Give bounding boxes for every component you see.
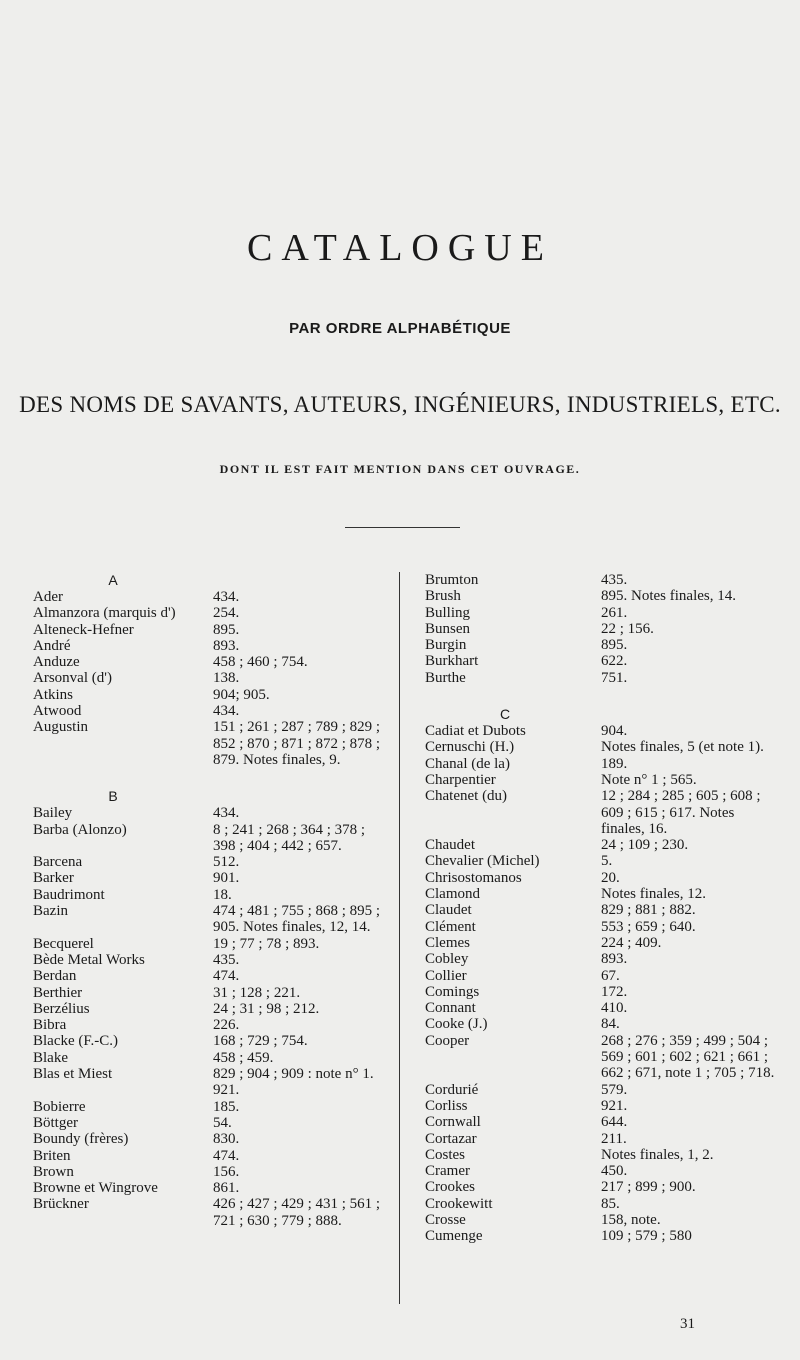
catalogue-entry xyxy=(33,1164,388,1180)
entry-references: 261. xyxy=(601,604,628,621)
page-note: DONT IL EST FAIT MENTION DANS CET OUVRAGE. xyxy=(219,462,581,476)
catalogue-entry xyxy=(33,1099,388,1115)
catalogue-entry xyxy=(425,605,775,621)
entry-name: Blas et Miest xyxy=(33,1066,113,1083)
entry-references: 138. xyxy=(213,670,240,687)
entry-references: 211. xyxy=(601,1130,627,1147)
entry-references: 24 ; 109 ; 230. xyxy=(601,837,689,854)
entry-name: Costes xyxy=(425,1146,466,1163)
entry-references: 895. xyxy=(601,637,628,654)
entry-references: 18. xyxy=(213,886,232,903)
catalogue-entry xyxy=(425,1131,775,1147)
entry-name: Cornwall xyxy=(425,1114,481,1131)
catalogue-entry xyxy=(425,902,775,918)
right-column xyxy=(425,572,775,1245)
catalogue-entry xyxy=(425,919,775,935)
entry-name: Brown xyxy=(33,1163,74,1180)
entry-references: 84. xyxy=(601,1016,620,1033)
entry-name: Chaudet xyxy=(425,837,475,854)
entry-name: Cernuschi (H.) xyxy=(425,739,515,756)
entry-name: Almanzora (marquis d') xyxy=(33,605,176,622)
page-heading: DES NOMS DE SAVANTS, AUTEURS, INGÉNIEURS, INDUSTRIELS, ETC. xyxy=(19,392,781,417)
entry-name: Bulling xyxy=(425,604,471,621)
entry-references: 901. xyxy=(213,870,240,887)
entry-name: Charpentier xyxy=(425,771,496,788)
entry-name: Cramer xyxy=(425,1163,470,1180)
catalogue-entry xyxy=(33,670,388,686)
section-gap xyxy=(33,768,388,788)
entry-name: Chevalier (Michel) xyxy=(425,853,540,870)
entry-name: Bobierre xyxy=(33,1098,86,1115)
entry-references: Notes finales, 5 (et note 1). xyxy=(601,739,764,756)
entry-name: Burgin xyxy=(425,637,467,654)
entry-name: Cortazar xyxy=(425,1130,477,1147)
entry-references: 829 ; 881 ; 882. xyxy=(601,902,696,919)
catalogue-entry xyxy=(425,637,775,653)
catalogue-entry xyxy=(33,822,388,855)
entry-references: 185. xyxy=(213,1098,240,1115)
entry-name: Connant xyxy=(425,1000,476,1017)
catalogue-entry xyxy=(33,605,388,621)
entry-name: Barcena xyxy=(33,854,83,871)
entry-references: 474. xyxy=(213,968,240,985)
entry-name: Cordurié xyxy=(425,1081,479,1098)
entry-references: 410. xyxy=(601,1000,628,1017)
entry-name: Cumenge xyxy=(425,1228,483,1245)
catalogue-entry xyxy=(33,1180,388,1196)
entry-references: 24 ; 31 ; 98 ; 212. xyxy=(213,1000,320,1017)
entry-references: 168 ; 729 ; 754. xyxy=(213,1033,308,1050)
catalogue-entry xyxy=(425,886,775,902)
entry-references: 434. xyxy=(213,805,240,822)
section-letter: C xyxy=(499,706,511,723)
catalogue-entry xyxy=(425,788,775,837)
catalogue-entry xyxy=(425,1163,775,1179)
entry-references: 54. xyxy=(213,1114,232,1131)
catalogue-entry xyxy=(425,837,775,853)
entry-references: Notes finales, 12. xyxy=(601,886,706,903)
entry-name: Atkins xyxy=(33,686,74,703)
entry-name: Barba (Alonzo) xyxy=(33,821,127,838)
entry-references: 861. xyxy=(213,1180,240,1197)
entry-name: Bunsen xyxy=(425,620,470,637)
page-number: 31 xyxy=(680,1316,695,1332)
entry-name: Ader xyxy=(33,589,63,605)
entry-references: 8 ; 241 ; 268 ; 364 ; 378 ; 398 ; 404 ; 442 ; 657. xyxy=(213,821,366,854)
page-subtitle: PAR ORDRE ALPHABÉTIQUE xyxy=(289,320,511,337)
entry-name: Chrisostomanos xyxy=(425,869,522,886)
entry-name: Berdan xyxy=(33,968,77,985)
entry-name: Barker xyxy=(33,870,74,887)
entry-references: 458 ; 460 ; 754. xyxy=(213,654,308,671)
catalogue-entry xyxy=(425,1000,775,1016)
entry-references: 189. xyxy=(601,755,628,772)
entry-references: 921. xyxy=(601,1097,628,1114)
entry-references: 435. xyxy=(601,572,628,588)
entry-references: 434. xyxy=(213,589,240,605)
entry-references: Notes finales, 1, 2. xyxy=(601,1146,714,1163)
entry-references: 5. xyxy=(601,853,613,870)
catalogue-entry xyxy=(33,1001,388,1017)
column-divider xyxy=(399,572,400,1304)
entry-references: Note n° 1 ; 565. xyxy=(601,771,697,788)
entry-name: Collier xyxy=(425,967,467,984)
entry-references: 829 ; 904 ; 909 : note n° 1. 921. xyxy=(213,1066,374,1099)
entry-name: Chanal (de la) xyxy=(425,755,510,772)
entry-references: 67. xyxy=(601,967,620,984)
entry-references: 254. xyxy=(213,605,240,622)
catalogue-entry xyxy=(425,1196,775,1212)
catalogue-entry xyxy=(33,719,388,768)
entry-name: Blacke (F.-C.) xyxy=(33,1033,119,1050)
catalogue-entry xyxy=(33,638,388,654)
entry-references: 12 ; 284 ; 285 ; 605 ; 608 ; 609 ; 615 ; 617. Notes finales, 16. xyxy=(601,788,761,837)
catalogue-entry xyxy=(425,588,775,604)
entry-name: Crosse xyxy=(425,1211,466,1228)
entry-references: 644. xyxy=(601,1114,628,1131)
entry-name: Burthe xyxy=(425,669,466,686)
catalogue-entry xyxy=(33,1148,388,1164)
title-rule xyxy=(345,527,460,528)
catalogue-entry xyxy=(33,968,388,984)
entry-name: Atwood xyxy=(33,703,82,720)
entry-references: 895. xyxy=(213,621,240,638)
catalogue-entry xyxy=(33,589,388,605)
entry-references: 434. xyxy=(213,703,240,720)
entry-references: 151 ; 261 ; 287 ; 789 ; 829 ; 852 ; 870 ; 871 ; 872 ; 878 ; 879. Notes finales, 9. xyxy=(213,719,381,768)
catalogue-entry xyxy=(33,622,388,638)
catalogue-entry xyxy=(425,1033,775,1082)
entry-name: Cooper xyxy=(425,1032,470,1049)
entry-name: Baudrimont xyxy=(33,886,105,903)
catalogue-entry xyxy=(425,951,775,967)
entry-references: 474 ; 481 ; 755 ; 868 ; 895 ; 905. Notes finales, 12, 14. xyxy=(213,903,381,936)
catalogue-entry xyxy=(425,1147,775,1163)
entry-references: 904. xyxy=(601,723,628,740)
catalogue-entry xyxy=(425,870,775,886)
catalogue-entry xyxy=(33,805,388,821)
catalogue-entry xyxy=(425,1228,775,1244)
entry-references: 579. xyxy=(601,1081,628,1098)
section-letter: B xyxy=(108,788,118,805)
entry-references: 474. xyxy=(213,1147,240,1164)
catalogue-entry xyxy=(33,1050,388,1066)
entry-name: Comings xyxy=(425,983,480,1000)
catalogue-entry xyxy=(33,952,388,968)
entry-name: Clément xyxy=(425,918,476,935)
entry-name: Cadiat et Dubots xyxy=(425,723,526,740)
entry-references: 85. xyxy=(601,1195,620,1212)
catalogue-entry xyxy=(425,723,775,739)
entry-name: Blake xyxy=(33,1049,68,1066)
catalogue-entry xyxy=(33,1033,388,1049)
entry-references: 435. xyxy=(213,951,240,968)
catalogue-entry xyxy=(425,1212,775,1228)
entry-name: Arsonval (d') xyxy=(33,670,112,687)
entry-name: Cobley xyxy=(425,951,469,968)
entry-references: 512. xyxy=(213,854,240,871)
entry-name: Bibra xyxy=(33,1017,67,1034)
catalogue-entry xyxy=(33,687,388,703)
entry-references: 156. xyxy=(213,1163,240,1180)
entry-references: 893. xyxy=(213,637,240,654)
entry-name: Alteneck-Hefner xyxy=(33,621,134,638)
entry-name: Brush xyxy=(425,588,461,605)
entry-references: 19 ; 77 ; 78 ; 893. xyxy=(213,935,320,952)
catalogue-entry xyxy=(33,887,388,903)
catalogue-entry xyxy=(425,1016,775,1032)
entry-references: 22 ; 156. xyxy=(601,620,654,637)
left-column xyxy=(33,572,388,1229)
entry-references: 224 ; 409. xyxy=(601,934,662,951)
entry-references: 426 ; 427 ; 429 ; 431 ; 561 ; 721 ; 630 ; 779 ; 888. xyxy=(213,1196,381,1229)
entry-references: 904; 905. xyxy=(213,686,270,703)
section-gap xyxy=(425,686,775,706)
catalogue-entry xyxy=(425,984,775,1000)
entry-name: Burkhart xyxy=(425,653,479,670)
catalogue-entry xyxy=(425,653,775,669)
catalogue-entry xyxy=(425,1114,775,1130)
catalogue-entry xyxy=(425,1098,775,1114)
catalogue-entry xyxy=(33,1196,388,1229)
entry-name: Cooke (J.) xyxy=(425,1016,488,1033)
entry-name: Augustin xyxy=(33,719,89,736)
catalogue-entry xyxy=(425,739,775,755)
catalogue-entry xyxy=(33,1115,388,1131)
entry-name: Browne et Wingrove xyxy=(33,1180,158,1197)
catalogue-entry xyxy=(425,621,775,637)
catalogue-entry xyxy=(33,1131,388,1147)
entry-references: 20. xyxy=(601,869,620,886)
catalogue-entry xyxy=(425,572,775,588)
entry-name: Anduze xyxy=(33,654,80,671)
entry-name: Böttger xyxy=(33,1114,78,1131)
entry-name: Berthier xyxy=(33,984,83,1001)
entry-references: 109 ; 579 ; 580 xyxy=(601,1228,692,1245)
entry-name: Claudet xyxy=(425,902,472,919)
entry-references: 895. Notes finales, 14. xyxy=(601,588,736,605)
catalogue-entry xyxy=(33,703,388,719)
entry-references: 553 ; 659 ; 640. xyxy=(601,918,696,935)
entry-name: Chatenet (du) xyxy=(425,788,508,805)
catalogue-entry xyxy=(33,1017,388,1033)
catalogue-entry xyxy=(33,903,388,936)
entry-references: 622. xyxy=(601,653,628,670)
catalogue-entry xyxy=(425,670,775,686)
entry-references: 226. xyxy=(213,1017,240,1034)
catalogue-entry xyxy=(33,870,388,886)
catalogue-entry xyxy=(425,968,775,984)
catalogue-entry xyxy=(425,1082,775,1098)
entry-name: Brumton xyxy=(425,572,479,588)
entry-name: Bazin xyxy=(33,903,68,920)
catalogue-entry xyxy=(425,853,775,869)
entry-references: 268 ; 276 ; 359 ; 499 ; 504 ; 569 ; 601 ; 602 ; 621 ; 661 ; 662 ; 671, note 1 ; 705 ; 718. xyxy=(601,1032,775,1082)
section-letter: A xyxy=(108,572,118,588)
entry-references: 893. xyxy=(601,951,628,968)
entry-name: Clamond xyxy=(425,886,480,903)
entry-name: Bailey xyxy=(33,805,73,822)
catalogue-entry xyxy=(425,756,775,772)
entry-name: Becquerel xyxy=(33,935,94,952)
entry-name: Crookes xyxy=(425,1179,475,1196)
entry-references: 458 ; 459. xyxy=(213,1049,274,1066)
entry-name: Berzélius xyxy=(33,1000,90,1017)
entry-name: Bède Metal Works xyxy=(33,951,145,968)
entry-references: 830. xyxy=(213,1131,240,1148)
entry-name: Clemes xyxy=(425,934,470,951)
catalogue-entry xyxy=(33,1066,388,1099)
catalogue-entry xyxy=(33,854,388,870)
entry-references: 158, note. xyxy=(601,1211,661,1228)
catalogue-entry xyxy=(33,654,388,670)
catalogue-entry xyxy=(33,985,388,1001)
entry-name: Corliss xyxy=(425,1097,468,1114)
entry-references: 31 ; 128 ; 221. xyxy=(213,984,301,1001)
catalogue-entry xyxy=(425,772,775,788)
catalogue-entry xyxy=(425,935,775,951)
entry-references: 751. xyxy=(601,669,628,686)
entry-references: 172. xyxy=(601,983,628,1000)
entry-name: Brückner xyxy=(33,1196,89,1213)
entry-references: 217 ; 899 ; 900. xyxy=(601,1179,696,1196)
page-title: CATALOGUE xyxy=(247,227,553,269)
entry-name: Boundy (frères) xyxy=(33,1131,129,1148)
catalogue-entry xyxy=(33,936,388,952)
entry-name: André xyxy=(33,637,71,654)
catalogue-entry xyxy=(425,1179,775,1195)
entry-references: 450. xyxy=(601,1163,628,1180)
entry-name: Briten xyxy=(33,1147,71,1164)
entry-name: Crookewitt xyxy=(425,1195,493,1212)
